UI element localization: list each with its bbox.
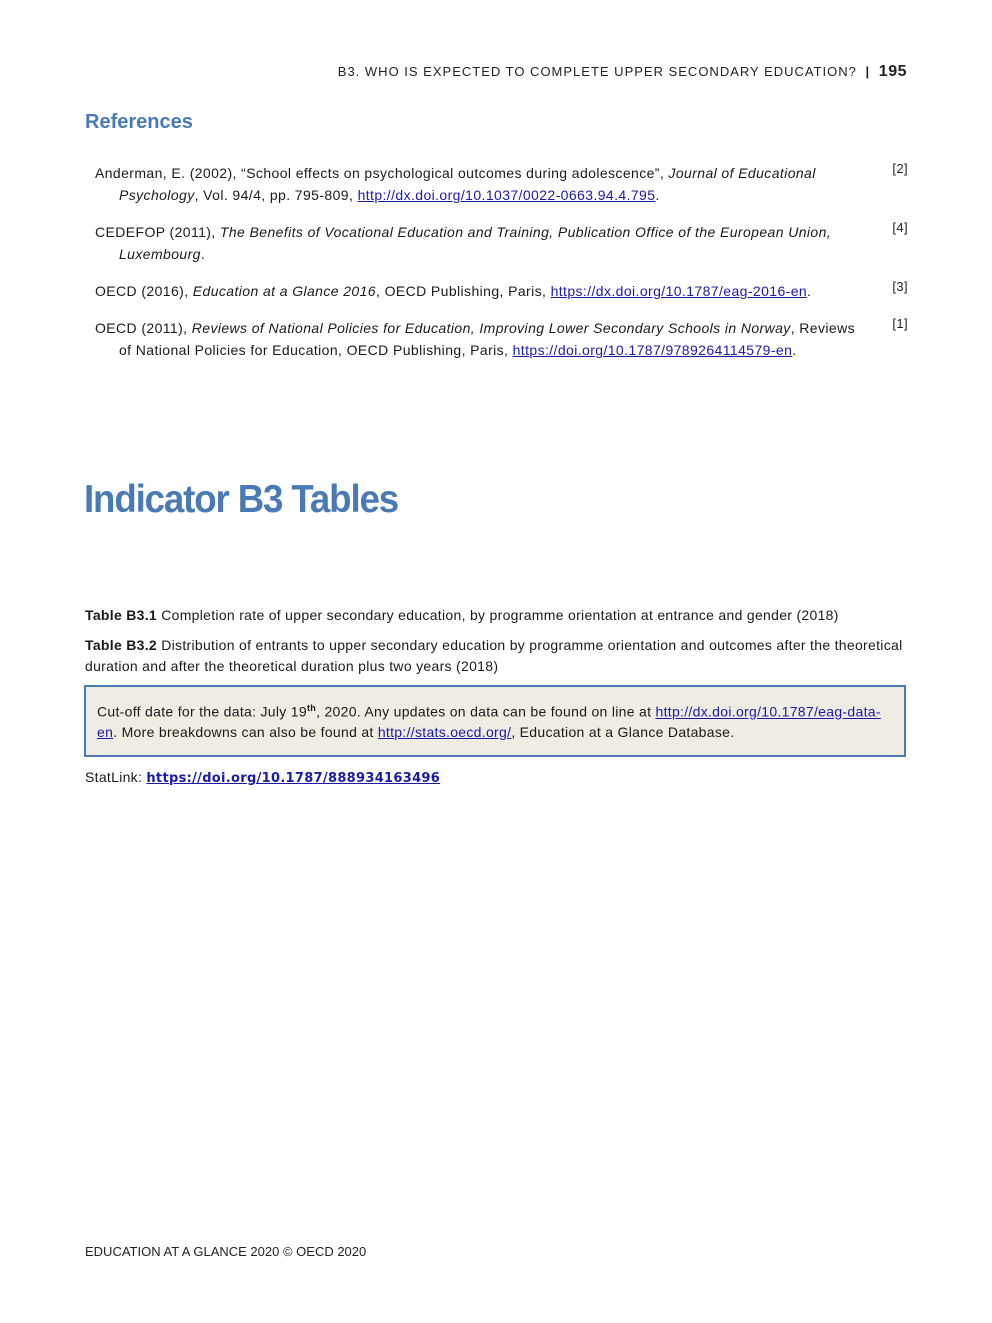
- reference-details: , Vol. 94/4, pp. 795-809,: [194, 187, 358, 203]
- reference-authors: Anderman, E. (2002), “School effects on psychological outcomes during adolescence”,: [95, 165, 669, 181]
- note-text: , 2020. Any updates on data can be found on line at: [316, 703, 656, 720]
- indicator-title: Indicator B3 Tables: [84, 478, 399, 521]
- header-separator: |: [865, 64, 871, 79]
- reference-authors: OECD (2016),: [95, 283, 193, 299]
- note-superscript: th: [306, 703, 317, 713]
- data-note-box: [84, 685, 906, 757]
- reference-text: [95, 317, 871, 361]
- reference-item: [95, 280, 908, 302]
- reference-end: .: [792, 342, 797, 358]
- table-caption: [85, 635, 908, 677]
- reference-authors: CEDEFOP (2011),: [95, 224, 220, 240]
- page-footer: EDUCATION AT A GLANCE 2020 © OECD 2020: [85, 1244, 367, 1259]
- table-label[interactable]: Table B3.2: [85, 637, 157, 653]
- reference-authors: OECD (2011),: [95, 320, 192, 336]
- reference-link[interactable]: https://dx.doi.org/10.1787/eag-2016-en: [550, 283, 808, 299]
- reference-link[interactable]: https://doi.org/10.1787/9789264114579-en: [512, 342, 793, 358]
- reference-number: [1]: [892, 316, 908, 331]
- note-text: , Education at a Glance Database.: [511, 723, 735, 740]
- reference-item: [95, 162, 908, 206]
- reference-details: , OECD Publishing, Paris,: [376, 283, 551, 299]
- table-caption-text: Distribution of entrants to upper secondary education by programme orientation and outcomes after the theoretical duration and after the theoretical duration plus two years (2018): [85, 637, 903, 674]
- statlink-label: StatLink:: [85, 769, 147, 785]
- reference-text: [95, 221, 871, 265]
- reference-source: Reviews of National Policies for Education, Improving Lower Secondary Schools in Norway: [191, 320, 791, 336]
- statlink: [85, 769, 440, 786]
- reference-number: [2]: [892, 161, 908, 176]
- reference-details: .: [200, 246, 206, 262]
- reference-source: Journal of Educational Psychology: [119, 165, 816, 203]
- reference-number: [3]: [892, 279, 908, 294]
- reference-item: [95, 221, 908, 265]
- reference-text: [95, 280, 871, 302]
- running-title: B3. WHO IS EXPECTED TO COMPLETE UPPER SECONDARY EDUCATION?: [337, 64, 857, 79]
- reference-source: Education at a Glance 2016: [192, 283, 376, 299]
- statlink-url[interactable]: https://doi.org/10.1787/888934163496: [146, 771, 441, 786]
- table-caption: [85, 605, 908, 626]
- oecd-stats-link[interactable]: http://stats.oecd.org/: [377, 723, 512, 740]
- note-text: . More breakdowns can also be found at: [113, 723, 378, 740]
- reference-list: [95, 162, 908, 376]
- reference-end: .: [655, 187, 660, 203]
- eag-data-link[interactable]: http://dx.doi.org/10.1787/eag-data-en: [97, 703, 881, 740]
- reference-item: [95, 317, 908, 361]
- note-text: Cut-off date for the data: July 19: [97, 703, 307, 720]
- table-label[interactable]: Table B3.1: [85, 607, 157, 623]
- references-heading: References: [85, 111, 193, 133]
- running-header: [338, 63, 907, 81]
- page-number: 195: [878, 63, 907, 80]
- reference-link[interactable]: http://dx.doi.org/10.1037/0022-0663.94.4.795: [357, 187, 656, 203]
- reference-source: The Benefits of Vocational Education and Training, Publication Office of the European Union, Luxembourg: [119, 224, 832, 262]
- reference-end: .: [807, 283, 812, 299]
- table-caption-text: Completion rate of upper secondary education, by programme orientation at entrance and gender (2018): [161, 607, 839, 623]
- reference-number: [4]: [892, 220, 908, 235]
- reference-details: , Reviews of National Policies for Education, OECD Publishing, Paris,: [119, 320, 856, 358]
- reference-text: [95, 162, 871, 206]
